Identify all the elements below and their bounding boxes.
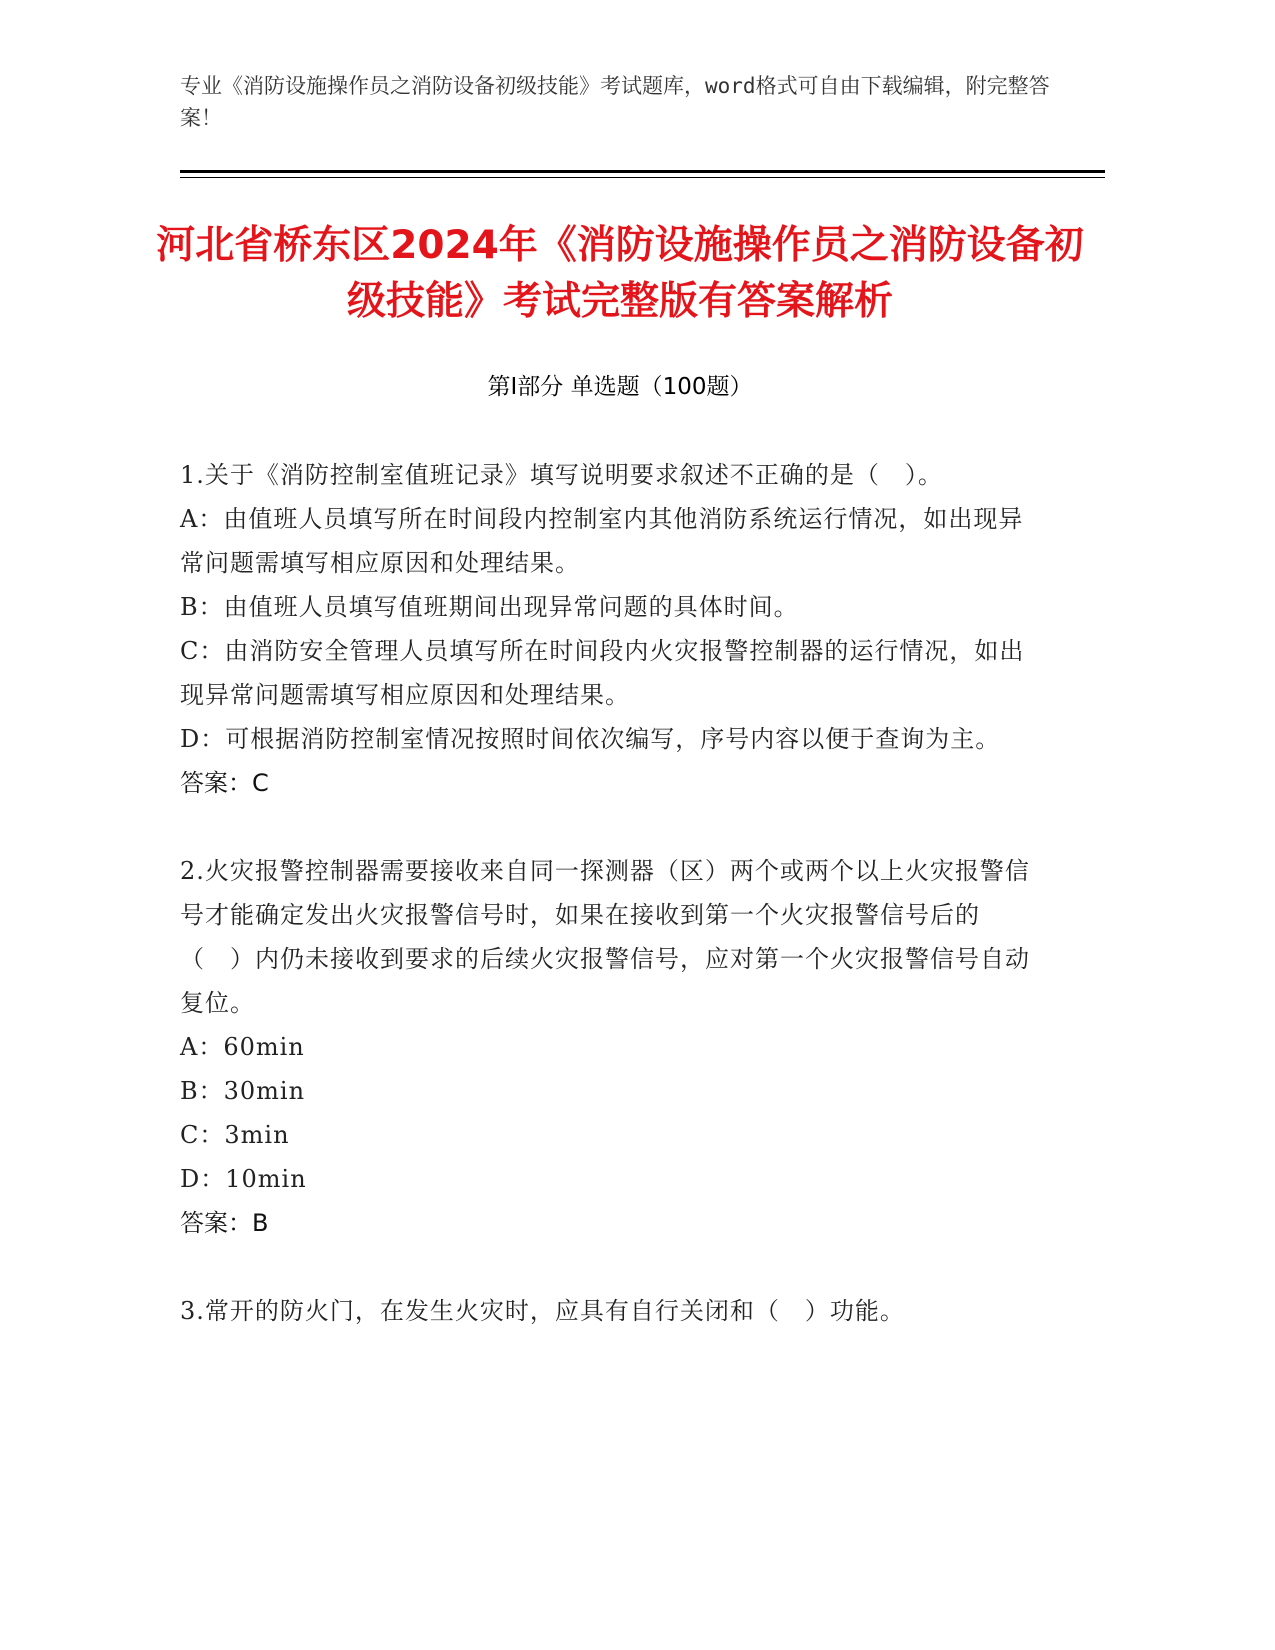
option-b: B：由值班人员填写值班期间出现异常问题的具体时间。: [180, 593, 799, 621]
header-note: 专业《消防设施操作员之消防设备初级技能》考试题库，word格式可自由下载编辑，附完整答案！: [180, 74, 1050, 130]
answer-label: 答案：B: [180, 1209, 269, 1237]
option-a: A：60min: [180, 1033, 305, 1061]
option-d: D：可根据消防控制室情况按照时间依次编写，序号内容以便于查询为主。: [180, 725, 1001, 753]
question-1: [180, 453, 1040, 805]
option-b: B：30min: [180, 1077, 306, 1105]
question-list: [180, 453, 1040, 1333]
document-title: 河北省桥东区2024年《消防设施操作员之消防设备初级技能》考试完整版有答案解析: [156, 223, 1084, 324]
question-3: [180, 1289, 1040, 1333]
answer-label: 答案：C: [180, 769, 269, 797]
question-stem: 3.常开的防火门，在发生火灾时，应具有自行关闭和（ ）功能。: [180, 1297, 905, 1325]
header-rule-thin: [180, 177, 1105, 178]
question-2: [180, 849, 1040, 1245]
option-c: C：由消防安全管理人员填写所在时间段内火灾报警控制器的运行情况，如出现异常问题需填写相应原因和处理结果。: [180, 637, 1025, 709]
section-title: 第Ⅰ部分 单选题（100题）: [487, 374, 753, 400]
option-a: A：由值班人员填写所在时间段内控制室内其他消防系统运行情况，如出现异常问题需填写相应原因和处理结果。: [180, 505, 1024, 577]
question-stem: 2.火灾报警控制器需要接收来自同一探测器（区）两个或两个以上火灾报警信号才能确定发出火灾报警信号时，如果在接收到第一个火灾报警信号后的（ ）内仍未接收到要求的后续火灾报警信号，应对第一个火灾报警信号自动复位。: [180, 857, 1030, 1017]
option-c: C：3min: [180, 1121, 290, 1149]
question-stem: 1.关于《消防控制室值班记录》填写说明要求叙述不正确的是（ ）。: [180, 461, 943, 489]
option-d: D：10min: [180, 1165, 307, 1193]
header-rule-thick: [180, 170, 1105, 173]
